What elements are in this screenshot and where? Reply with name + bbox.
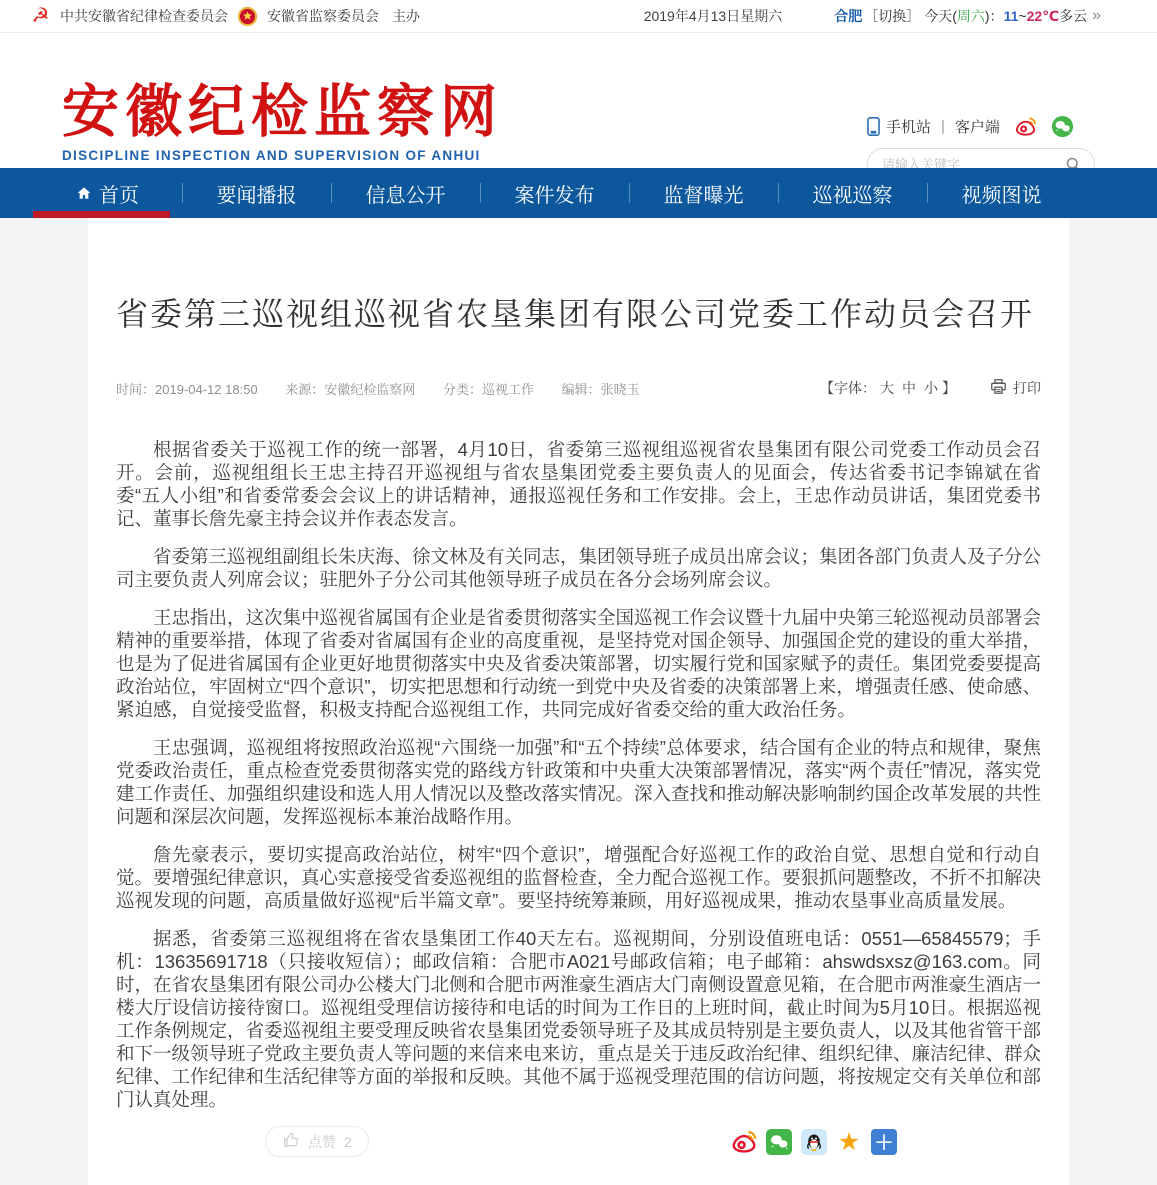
meta-editor-label: 编辑： xyxy=(561,381,601,397)
party-emblem-icon: ☭ xyxy=(31,4,50,27)
font-size-medium-button[interactable]: 中 xyxy=(902,380,916,396)
nav-item-news[interactable] xyxy=(182,168,331,218)
quick-links-divider: | xyxy=(941,118,945,135)
topbar xyxy=(0,0,1157,33)
nav-item-label: 监督曝光 xyxy=(663,184,744,207)
topbar-right xyxy=(644,6,1101,26)
temp-high: 22℃ xyxy=(1026,7,1060,24)
like-button[interactable] xyxy=(265,1126,369,1157)
thumb-up-icon xyxy=(282,1131,300,1152)
nav-item-info-disclosure[interactable] xyxy=(331,168,480,218)
share-qzone-icon[interactable]: ★ xyxy=(837,1127,861,1156)
sponsor-suffix: 主办 xyxy=(392,8,420,24)
like-count: 2 xyxy=(344,1133,352,1150)
share-qq-icon[interactable] xyxy=(801,1129,827,1155)
sponsor-orgs xyxy=(30,6,429,27)
nav-item-label: 案件发布 xyxy=(514,184,595,207)
meta-source-value: 安徽纪检监察网 xyxy=(324,381,416,397)
national-emblem-icon xyxy=(237,6,258,27)
article-paragraph: 省委第三巡视组副组长朱庆海、徐文林及有关同志，集团领导班子成员出席会议；集团各部门负责人及子分公司主要负责人列席会议；驻肥外子分公司其他领导班子成员在各分会场列席会议。 xyxy=(116,546,1042,590)
font-size-control xyxy=(820,378,956,398)
article-paragraph: 王忠强调，巡视组将按照政治巡视“六围绕一加强”和“五个持续”总体要求，结合国有企业的特点和规律，聚焦党委政治责任，重点检查党委贯彻落实党的路线方针政策和中央重大决策部署情况，落实“两个责任”情况，落实党建工作责任、加强组织建设和选人用人情况以及整改落实情况。深入查找和推动解决影响制约国企改革发展的共性问题和深层次问题，发挥巡视标本兼治战略作用。 xyxy=(116,737,1042,827)
share-wechat-icon[interactable] xyxy=(766,1129,792,1155)
wechat-icon[interactable] xyxy=(1051,115,1074,138)
sponsor-org-1-link[interactable]: 中共安徽省纪律检查委员会 xyxy=(60,8,228,24)
nav-item-label: 巡视巡察 xyxy=(812,184,893,207)
site-logo[interactable] xyxy=(62,83,503,163)
client-app-link[interactable]: 客户端 xyxy=(954,119,1000,136)
meta-source-label: 来源： xyxy=(285,381,325,397)
meta-category-label: 分类： xyxy=(442,381,482,397)
weather-today-sep: )： xyxy=(984,8,1004,24)
nav-item-inspection[interactable] xyxy=(778,168,927,218)
font-size-large-button[interactable]: 大 xyxy=(880,380,894,396)
home-icon xyxy=(76,185,92,201)
font-control-prefix: 【字体： xyxy=(820,380,876,396)
meta-info xyxy=(116,379,664,398)
meta-time-value: 2019-04-12 18:50 xyxy=(155,381,258,397)
mobile-phone-icon xyxy=(867,117,880,136)
nav-item-label: 信息公开 xyxy=(365,184,446,207)
weather-day: 周六 xyxy=(956,8,985,24)
article-body xyxy=(116,438,1041,1111)
mobile-site-link[interactable]: 手机站 xyxy=(886,119,932,136)
weather-widget xyxy=(834,6,1101,26)
temp-low: 11 xyxy=(1003,8,1019,24)
sponsor-org-2-link[interactable]: 安徽省监察委员会 xyxy=(267,8,379,24)
article-title: 省委第三巡视组巡视省农垦集团有限公司党委工作动员会召开 xyxy=(116,296,1035,332)
main-nav xyxy=(0,168,1157,218)
temp-tilde: ~ xyxy=(1018,8,1027,24)
like-label: 点赞 xyxy=(308,1133,336,1150)
weather-condition: 多云 xyxy=(1059,8,1088,24)
nav-item-label: 首页 xyxy=(99,184,139,207)
article-meta xyxy=(116,378,1041,398)
printer-icon xyxy=(990,378,1007,398)
article-container xyxy=(88,218,1069,1185)
nav-item-case-release[interactable] xyxy=(480,168,629,218)
nav-item-video[interactable] xyxy=(927,168,1076,218)
article-footer xyxy=(116,1126,1041,1157)
article-paragraph: 据悉，省委第三巡视组将在省农垦集团工作40天左右。巡视期间，分别设值班电话：0551—65845579；手机：13635691718（只接收短信）；邮政信箱：合肥市A021号邮政信箱；电子邮箱：ahswdsxsz@163.com。同时，在省农垦集团有限公司办公楼大门北侧和合肥市两淮豪生酒店大门南侧设置意见箱，在合肥市两淮豪生酒店一楼大厅设信访接待窗口。巡视组受理信访接待和电话的时间为工作日的上班时间，截止时间为5月10日。根据巡视工作条例规定，省委巡视组主要受理反映省农垦集团党委领导班子及其成员特别是主要负责人，以及其他省管干部和下一级领导班子党政主要负责人等问题的来信来电来访，重点是关于违反政治纪律、组织纪律、廉洁纪律、群众纪律、工作纪律和生活纪律等方面的举报和反映。其他不属于巡视受理范围的信访问题，将按规定交有关单位和部门认真处理。 xyxy=(116,928,1042,1110)
meta-time-label: 时间： xyxy=(116,381,156,397)
share-bar xyxy=(731,1129,897,1155)
meta-category-value[interactable]: 巡视工作 xyxy=(481,381,534,397)
city-link[interactable]: 合肥 xyxy=(834,8,863,24)
share-more-icon[interactable]: ＋ xyxy=(871,1129,897,1155)
nav-item-label: 视频图说 xyxy=(961,184,1042,207)
nav-item-label: 要闻播报 xyxy=(216,184,297,207)
print-button[interactable] xyxy=(990,378,1041,398)
nav-item-supervision-exposure[interactable] xyxy=(629,168,778,218)
weibo-icon[interactable] xyxy=(1014,115,1037,138)
active-tab-indicator xyxy=(33,211,170,218)
share-weibo-icon[interactable] xyxy=(731,1129,757,1155)
site-header xyxy=(0,33,1157,168)
print-label: 打印 xyxy=(1013,380,1041,396)
weather-more-arrow[interactable]: » xyxy=(1092,7,1101,24)
site-title: 安徽纪检监察网 xyxy=(62,81,503,144)
quick-links xyxy=(867,115,1095,138)
article-paragraph: 根据省委关于巡视工作的统一部署，4月10日，省委第三巡视组巡视省农垦集团有限公司党委工作动员会召开。会前，巡视组组长王忠主持召开巡视组与省农垦集团党委主要负责人的见面会，传达省委书记李锦斌在省委“五人小组”和省委常委会会议上的讲话精神，通报巡视任务和工作安排。会上，王忠作动员讲话，集团党委书记、董事长詹先豪主持会议并作表态发言。 xyxy=(116,439,1041,529)
current-date: 2019年4月13日星期六 xyxy=(643,8,783,24)
site-subtitle: DISCIPLINE INSPECTION AND SUPERVISION OF ANHUI xyxy=(62,147,481,163)
article-tools xyxy=(820,378,1041,398)
article-paragraph: 詹先豪表示，要切实提高政治站位，树牢“四个意识”，增强配合好巡视工作的政治自觉、思想自觉和行动自觉。要增强纪律意识，真心实意接受省委巡视组的监督检查，全力配合巡视工作。要狠抓问题整改，不折不扣解决巡视发现的问题，高质量做好巡视“后半篇文章”。要坚持统筹兼顾，用好巡视成果，推动农垦事业高质量发展。 xyxy=(116,844,1042,911)
article-paragraph: 王忠指出，这次集中巡视省属国有企业是省委贯彻落实全国巡视工作会议暨十九届中央第三轮巡视动员部署会精神的重要举措，体现了省委对省属国有企业的高度重视，是坚持党对国企领导、加强国企党的建设的重大举措，也是为了促进省属国有企业更好地贯彻落实中央及省委决策部署，切实履行党和国家赋予的责任。集团党委要提高政治站位，牢固树立“四个意识”，切实把思想和行动统一到党中央及省委的决策部署上来，增强责任感、使命感、紧迫感，自觉接受监督，积极支持配合巡视组工作，共同完成好省委交给的重大政治任务。 xyxy=(116,607,1042,720)
weather-today-prefix: 今天( xyxy=(924,8,957,24)
font-control-suffix: 】 xyxy=(942,380,956,396)
city-switch-link[interactable]: ［切换］ xyxy=(864,8,921,24)
font-size-small-button[interactable]: 小 xyxy=(924,380,938,396)
meta-editor-value: 张晓玉 xyxy=(600,381,640,397)
